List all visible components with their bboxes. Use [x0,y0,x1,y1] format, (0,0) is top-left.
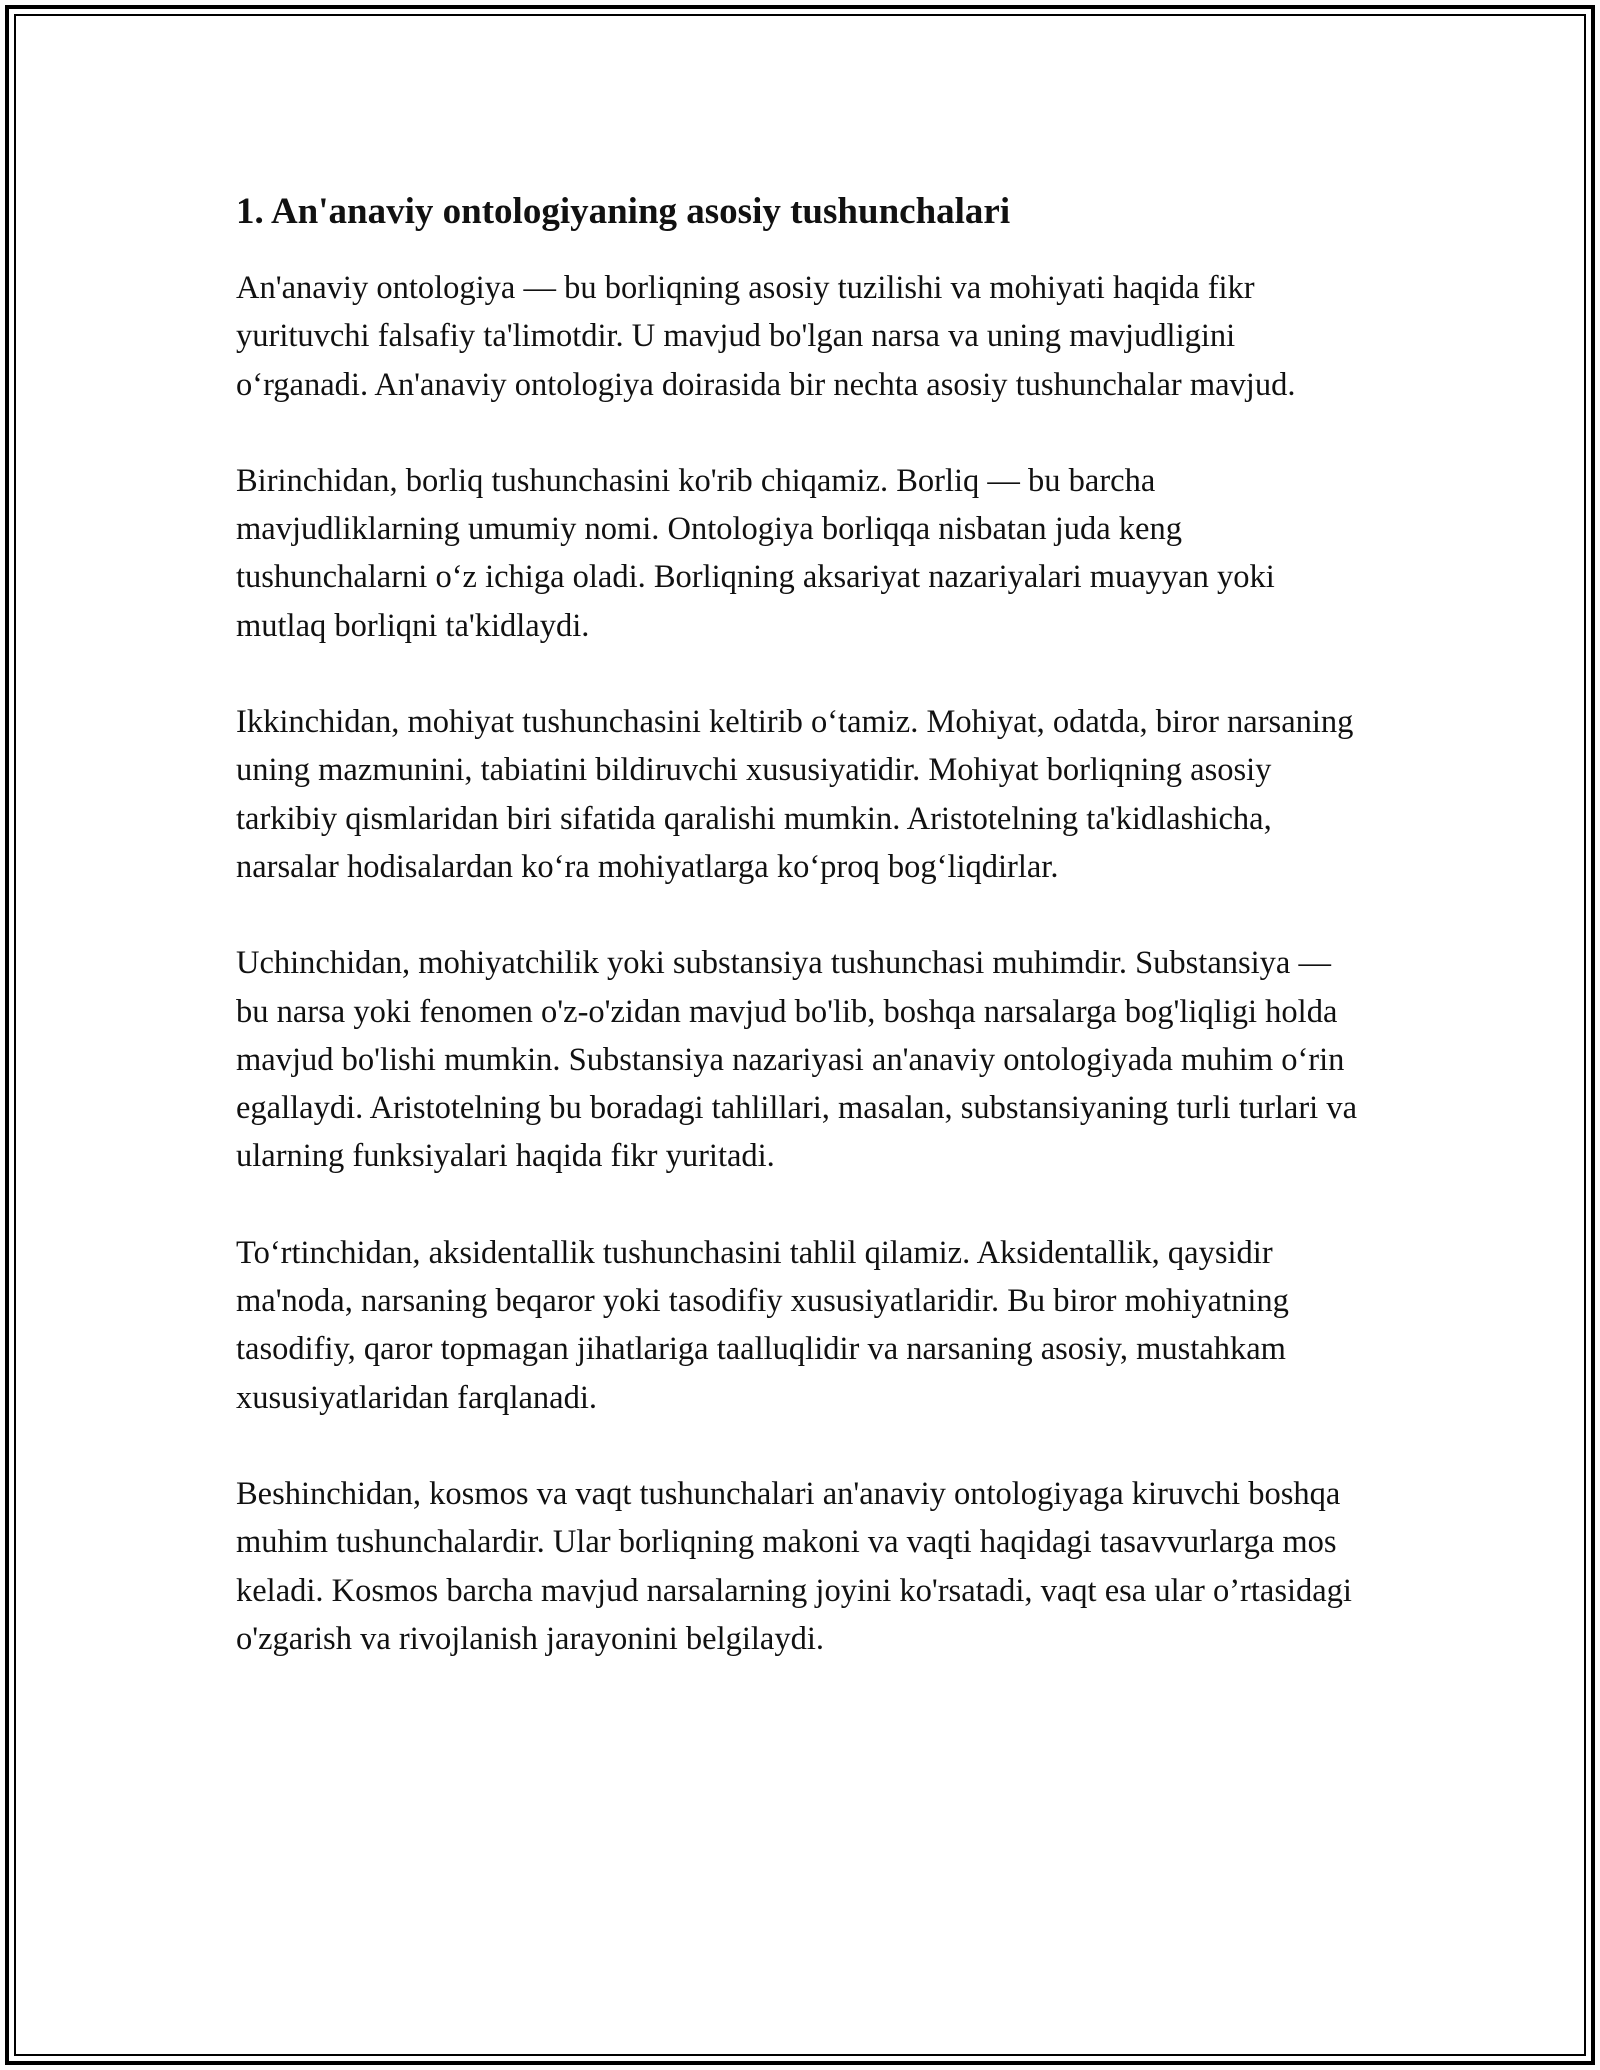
section-heading: 1. An'anaviy ontologiyaning asosiy tushunchalari [236,191,1011,232]
paragraph-borliq: Birinchidan, borliq tushunchasini ko'rib chiqamiz. Borliq — bu barcha mavjudliklarning umumiy nomi. Ontologiya borliqqa nisbatan juda keng tushunchalarni o‘z ichiga oladi. Borliqning aksariyat nazariyalari muayyan yoki mutlaq borliqni ta'kidlaydi. [236,462,1275,644]
paragraph-kosmos-vaqt: Beshinchidan, kosmos va vaqt tushunchalari an'anaviy ontologiyaga kiruvchi boshqa muhim tushunchalardir. Ular borliqning makoni va vaqti haqidagi tasavvurlarga mos keladi. Kosmos barcha mavjud narsalarning joyini ko'rsatadi, vaqt esa ular o’rtasidagi o'zgarish va rivojlanish jarayonini belgilaydi. [236,1475,1352,1657]
document-body [236,186,1366,1711]
paragraph-mohiyat: Ikkinchidan, mohiyat tushunchasini keltirib o‘tamiz. Mohiyat, odatda, biror narsaning uning mazmunini, tabiatini bildiruvchi xususiyatidir. Mohiyat borliqning asosiy tarkibiy qismlaridan biri sifatida qaralishi mumkin. Aristotelning ta'kidlashicha, narsalar hodisalardan ko‘ra mohiyatlarga ko‘proq bog‘liqdirlar. [236,704,1354,885]
paragraph-substansiya: Uchinchidan, mohiyatchilik yoki substansiya tushunchasi muhimdir. Substansiya — bu narsa yoki fenomen o'z-o'zidan mavjud bo'lib, boshqa narsalarga bog'liqligi holda mavjud bo'lishi mumkin. Substansiya nazariyasi an'anaviy ontologiyada muhim o‘rin egallaydi. Aristotelning bu boradagi tahlillari, masalan, substansiyaning turli turlari va ularning funksiyalari haqida fikr yuritadi. [236,945,1357,1175]
paragraph-aksidentallik: To‘rtinchidan, aksidentallik tushunchasini tahlil qilamiz. Aksidentallik, qaysidir ma'noda, narsaning beqaror yoki tasodifiy xususiyatlaridir. Bu biror mohiyatning tasodifiy, qaror topmagan jihatlariga taalluqlidir va narsaning asosiy, mustahkam xususiyatlaridan farqlanadi. [236,1234,1289,1416]
paragraph-intro: An'anaviy ontologiya — bu borliqning asosiy tuzilishi va mohiyati haqida fikr yurituvchi falsafiy ta'limotdir. U mavjud bo'lgan narsa va uning mavjudligini o‘rganadi. An'anaviy ontologiya doirasida bir nechta asosiy tushunchalar mavjud. [236,270,1296,403]
